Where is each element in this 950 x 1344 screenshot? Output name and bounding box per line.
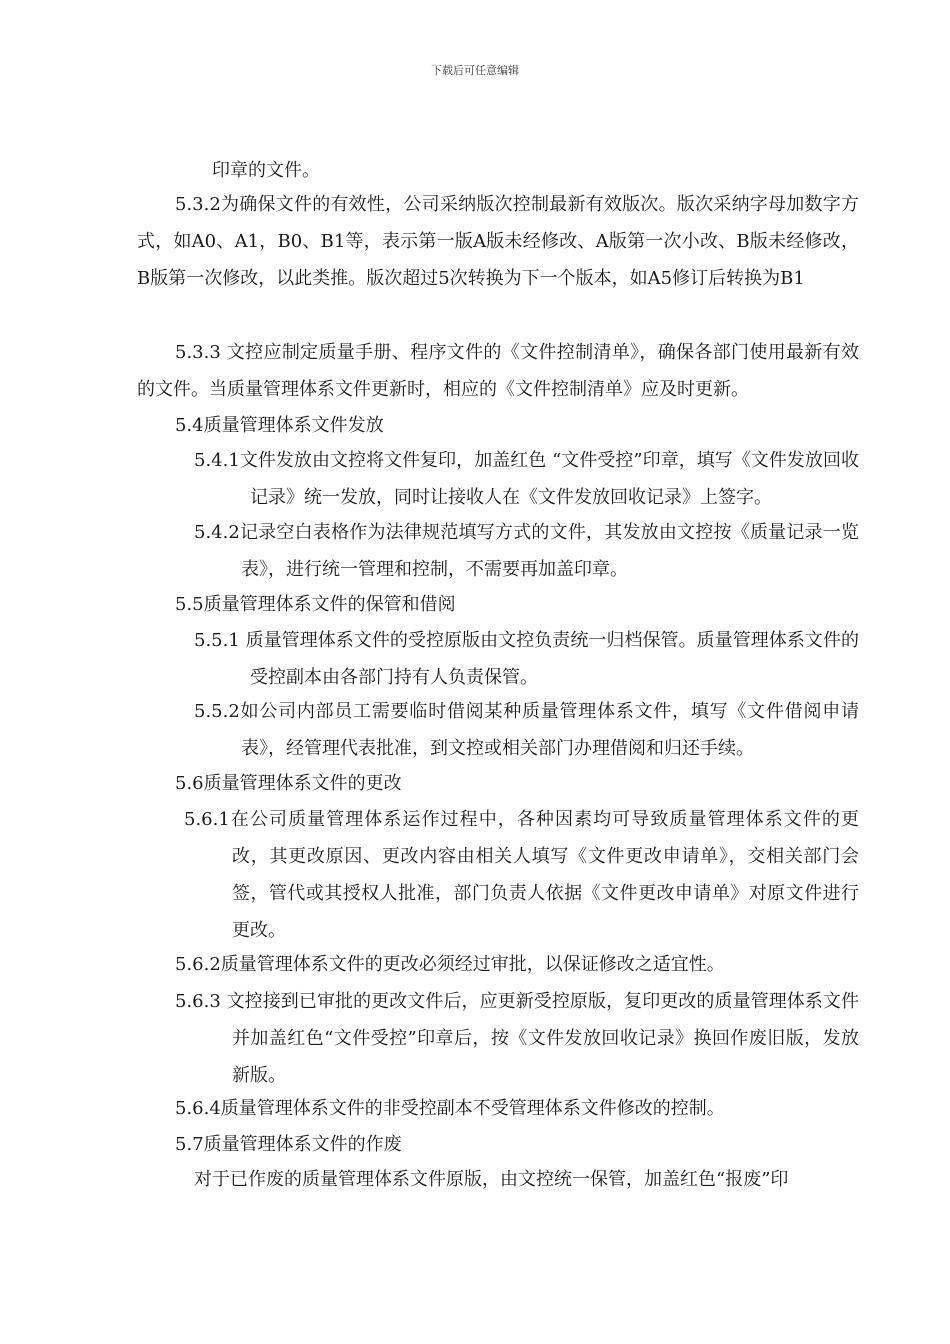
section-heading-5-4: 5.4质量管理体系文件发放 (175, 415, 384, 436)
paragraph-5-5-1: 5.5.1 质量管理体系文件的受控原版由文控负责统一归档保管。质量管理体系文件的受控副本由各部门持有人负责保管。 (194, 630, 859, 688)
section-heading-5-6: 5.6质量管理体系文件的更改 (175, 773, 402, 794)
paragraph-5-6-2: 5.6.2质量管理体系文件的更改必须经过审批，以保证修改之适宜性。 (175, 954, 725, 975)
paragraph-continuation: 印章的文件。 (212, 160, 320, 181)
paragraph-5-4-1: 5.4.1文件发放由文控将文件复印，加盖红色 “文件受控”印章，填写《文件发放回收记录》统一发放，同时让接收人在《文件发放回收记录》上签字。 (194, 450, 859, 508)
section-heading-5-7: 5.7质量管理体系文件的作废 (175, 1134, 402, 1155)
paragraph-5-6-3: 5.6.3 文控接到已审批的更改文件后，应更新受控原版，复印更改的质量管理体系文件并加盖红色“文件受控”印章后，按《文件发放回收记录》换回作废旧版，发放新版。 (175, 991, 859, 1086)
paragraph-5-3-2: 5.3.2为确保文件的有效性，公司采纳版次控制最新有效版次。版次采纳字母加数字方式，如A0、A1，B0、B1等，表示第一版A版未经修改、A版第一次小改、B版未经修改，B版第一次修改，以此类推。版次超过5次转换为下一个版本，如A5修订后转换为B1 (137, 194, 859, 289)
section-heading-5-5: 5.5质量管理体系文件的保管和借阅 (175, 594, 456, 615)
paragraph-5-6-1: 5.6.1在公司质量管理体系运作过程中，各种因素均可导致质量管理体系文件的更改，其更改原因、更改内容由相关人填写《文件更改申请单》，交相关部门会签，管代或其授权人批准，部门负责人依据《文件更改申请单》对原文件进行更改。 (184, 809, 859, 941)
paragraph-5-6-4: 5.6.4质量管理体系文件的非受控副本不受管理体系文件修改的控制。 (175, 1098, 725, 1119)
paragraph-5-7-body: 对于已作废的质量管理体系文件原版，由文控统一保管，加盖红色“报废”印 (194, 1169, 789, 1190)
paragraph-5-4-2: 5.4.2记录空白表格作为法律规范填写方式的文件，其发放由文控按《质量记录一览表》，进行统一管理和控制，不需要再加盖印章。 (194, 522, 859, 580)
paragraph-5-3-3: 5.3.3 文控应制定质量手册、程序文件的《文件控制清单》，确保各部门使用最新有效的文件。当质量管理体系文件更新时，相应的《文件控制清单》应及时更新。 (137, 342, 859, 400)
page-header: 下载后可任意编辑 (431, 64, 519, 77)
paragraph-5-5-2: 5.5.2如公司内部员工需要临时借阅某种质量管理体系文件，填写《文件借阅申请表》，经管理代表批准，到文控或相关部门办理借阅和归还手续。 (194, 701, 859, 759)
